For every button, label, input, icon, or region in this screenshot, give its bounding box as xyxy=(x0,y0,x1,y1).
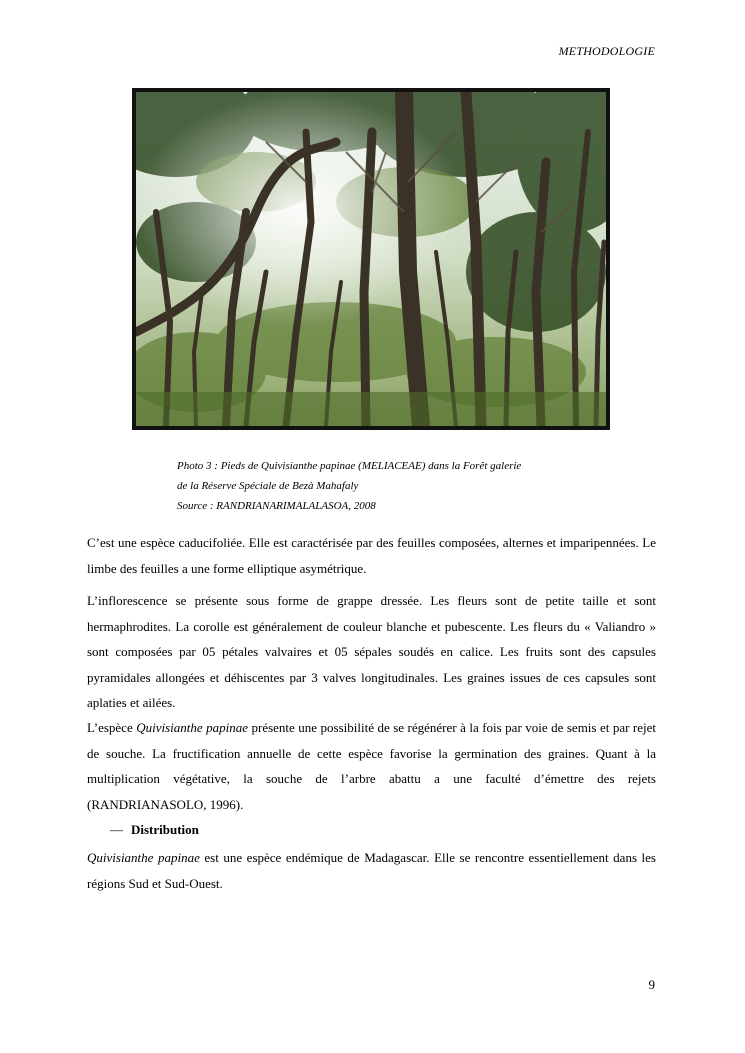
section-title: Distribution xyxy=(131,822,199,837)
section-heading-distribution xyxy=(110,822,199,838)
paragraph-description: C’est une espèce caducifoliée. Elle est caractérisée par des feuilles composées, alternes et imparipennées. Le limbe des feuilles a une forme elliptique asymétrique. xyxy=(87,535,656,576)
paragraph-distribution xyxy=(87,845,656,896)
forest-photo-icon xyxy=(136,92,606,426)
paragraph-inflorescence: L’inflorescence se présente sous forme de grappe dressée. Les fleurs sont de petite taille et sont hermaphrodites. La corolle est généralement de couleur blanche et pubescente. Les fleurs du « Valiandro » sont composées par 05 pétales valvaires et 05 sépales soudés en calice. Les fruits sont des capsules pyramidales allongées et déhiscentes par 3 valves longitudinales. Les graines issues de ces capsules sont aplaties et ailées. xyxy=(87,593,656,710)
dash-bullet: — xyxy=(110,822,123,837)
paragraph-distribution-text: est une espèce endémique de Madagascar. Elle se rencontre essentiellement dans les régions Sud et Sud-Ouest. xyxy=(87,850,656,891)
paragraph-regeneration xyxy=(87,715,656,817)
page-number: 9 xyxy=(648,977,655,992)
species-name: Quivisianthe papinae xyxy=(87,850,200,865)
running-header: METHODOLOGIE xyxy=(558,44,655,58)
caption-line-2: de la Réserve Spéciale de Bezà Mahafaly xyxy=(177,480,359,492)
caption-line-1: Photo 3 : Pieds de Quivisianthe papinae (MELIACEAE) dans la Forêt galerie xyxy=(177,460,522,472)
paragraph-regeneration-prefix: L’espèce xyxy=(87,720,137,735)
forest-photo xyxy=(132,88,610,430)
photo-caption xyxy=(177,456,521,516)
paragraph-regeneration-text: présente une possibilité de se régénérer à la fois par voie de semis et par rejet de souche. La fructification annuelle de cette espèce favorise la germination des graines. Quant à la multiplication végétative, la souche de l’arbre abattu a une faculté d’émettre des rejets (RANDRIANASOLO, 1996). xyxy=(87,720,656,812)
species-name: Quivisianthe papinae xyxy=(136,720,249,735)
caption-source: Source : RANDRIANARIMALALASOA, 2008 xyxy=(177,500,376,512)
